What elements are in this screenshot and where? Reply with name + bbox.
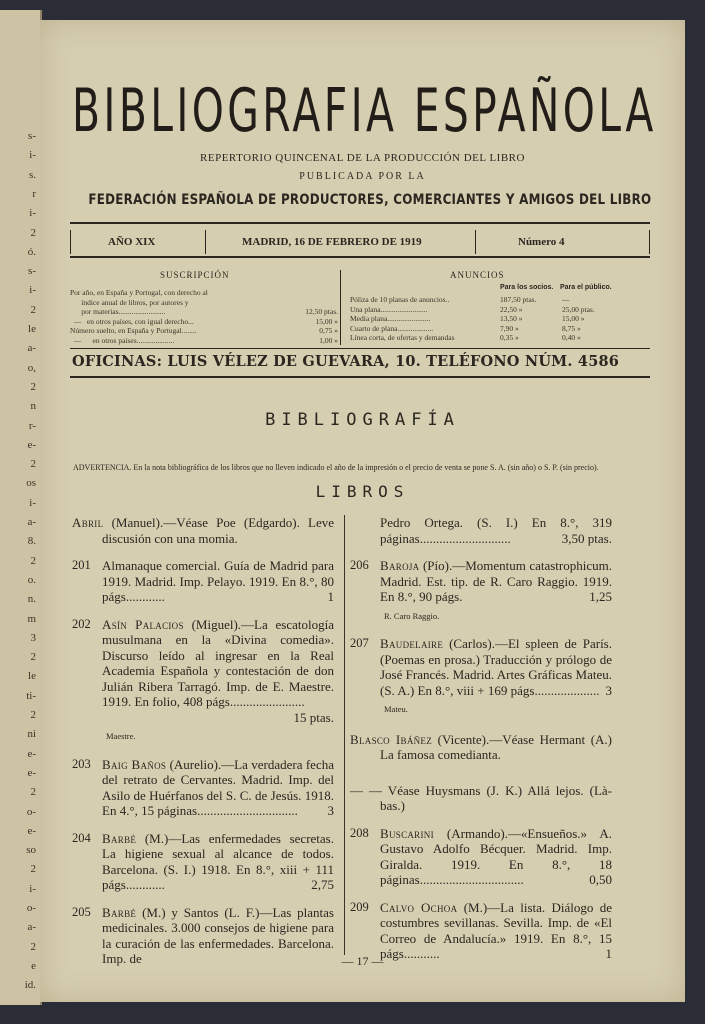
entry-price: 3: [605, 682, 612, 698]
ads-table: [350, 295, 610, 343]
ads-heading: ANUNCIOS: [450, 270, 505, 280]
entry-text: (Manuel).—Véase Poe (Edgardo). Leve discusión con una momia.: [102, 515, 334, 546]
entry-number: 208: [350, 825, 369, 840]
column-divider: [344, 515, 345, 955]
federation-name: FEDERACIÓN ESPAÑOLA DE PRODUCTORES, COMERCIANTES Y AMIGOS DEL LIBRO: [88, 192, 652, 208]
document-page: [40, 20, 685, 1002]
subscription-row: [70, 298, 338, 308]
offices-line: OFICINAS: LUIS VÉLEZ DE GUEVARA, 10. TELÉFONO NÚM. 4586: [72, 353, 620, 370]
ads-price-publico: 8,75 »: [562, 323, 581, 333]
ads-label: Cuarto de plana...................: [350, 323, 434, 333]
prev-page-fragment: 2: [30, 709, 36, 721]
ads-price-socios: 7,90 »: [500, 323, 519, 333]
bibliography-entry: [350, 636, 612, 718]
entry-number: 207: [350, 636, 369, 650]
ads-price-publico: 0,40 »: [562, 333, 581, 342]
ads-price-socios: 13,50 »: [500, 314, 523, 323]
entry-text: (M.)—La lista. Diálogo de costumbres sevillanas. Sevilla. Imp. de «El Correo de Andalucía.» 1919. En 8.°, 15 págs...........: [380, 899, 612, 961]
prev-page-fragment: n: [30, 400, 36, 413]
prev-page-fragment: le: [28, 670, 36, 683]
prev-page-fragment: a-: [27, 342, 36, 355]
entries-right-column: [350, 515, 612, 962]
entry-price: 2,75: [311, 877, 334, 892]
subscription-price: 12,50 ptas.: [305, 307, 338, 316]
prev-page-fragment: id.: [24, 979, 36, 992]
subscription-row: [70, 336, 338, 346]
prev-page-fragment: ni: [27, 728, 36, 741]
prev-page-fragment: o-: [26, 902, 36, 914]
subscription-label: — en otros países, con igual derecho...: [70, 316, 194, 326]
entry-publisher-note: Maestre.: [106, 731, 136, 741]
entry-price: 0,50: [589, 872, 612, 887]
prev-page-fragment: s-: [28, 265, 36, 278]
prev-page-fragment: i-: [29, 207, 36, 220]
ads-label: Una plana.........................: [350, 304, 428, 314]
entry-text: — — Véase Huysmans (J. K.) Allá lejos. (Là-bas.): [350, 782, 612, 813]
bibliography-entry: [72, 558, 334, 605]
prev-page-fragment: 3: [30, 631, 36, 644]
prev-page-fragment: 2: [30, 651, 36, 664]
previous-page-edge: [0, 10, 42, 1005]
entry-number: 203: [72, 756, 91, 771]
prev-page-fragment: os: [26, 477, 36, 490]
ads-price-socios: 187,50 ptas.: [500, 295, 537, 304]
entries-left-column: [72, 515, 334, 967]
prev-page-fragment: ti-: [26, 689, 36, 702]
prev-page-fragment: e-: [27, 438, 36, 451]
prev-page-fragment: m: [27, 612, 36, 625]
bibliography-entry: [350, 732, 612, 763]
journal-subtitle: REPERTORIO QUINCENAL DE LA PRODUCCIÓN DEL LIBRO: [200, 152, 525, 164]
ads-price-publico: —: [562, 295, 570, 304]
prev-page-fragment: e-: [27, 766, 36, 779]
entry-author: Calvo Ochoa: [380, 899, 458, 915]
prev-page-fragment: r-: [28, 419, 36, 432]
entry-price: 15 ptas.: [293, 709, 334, 725]
entry-text: (Carlos).—El spleen de París. (Poemas en prosa.) Traducción y prólogo de José Francés. Madrid. Artes Gráficas Mateu. (S. A.) En 8.°, viii + 169 págs....................: [380, 636, 612, 698]
subscription-row: [70, 326, 338, 336]
entry-price: 1: [327, 589, 334, 604]
entry-author: Abril: [72, 515, 104, 530]
subscription-row: [70, 317, 338, 327]
entry-text: (M.) y Santos (L. F.)—Las plantas medicinales. 3.000 consejos de higiene para la curación de las enfermedades. Barcelona. Imp. de: [102, 904, 334, 966]
entry-text: Pedro Ortega. (S. I.) En 8.°, 319 páginas............................: [380, 515, 612, 546]
subscription-price: 1,00 »: [319, 335, 338, 345]
prev-page-fragment: 2: [30, 380, 36, 393]
entry-price: 3,50 ptas.: [561, 530, 612, 546]
prev-page-fragment: 8.: [27, 535, 36, 548]
prev-page-fragment: i-: [29, 496, 36, 509]
subscription-row: [70, 307, 338, 317]
entry-text: (Armando).—«Ensueños.» A. Gustavo Adolfo Bécquer. Madrid. Imp. Giralda. 1919. En 8.°, 18 páginas................................: [380, 825, 612, 887]
subscription-price: 15,00 »: [315, 316, 338, 326]
subscription-label: Por año, en España y Portugal, con derecho al: [70, 288, 208, 297]
subscription-label: — en otros países....................: [70, 335, 175, 345]
page-number: — 17 —: [341, 954, 384, 968]
ads-row: [350, 333, 610, 343]
published-by: PUBLICADA POR LA: [299, 171, 426, 182]
rule-offices-bottom: [70, 376, 650, 378]
bibliography-entry: [72, 617, 334, 745]
subscription-row: [70, 288, 338, 298]
entry-author: Baudelaire: [380, 636, 444, 651]
bibliography-entry: [350, 515, 612, 546]
ads-col-socios: Para los socios.: [500, 284, 554, 291]
ads-label: Media plana.......................: [350, 314, 431, 323]
entry-author: Blasco Ibáñez: [350, 731, 433, 747]
entry-publisher-note: R. Caro Raggio.: [384, 610, 440, 621]
prev-page-fragment: o,: [27, 361, 36, 374]
ads-label: Línea corta, de ofertas y demandas: [350, 333, 455, 342]
bibliography-entry: [72, 831, 334, 893]
bibliography-entry: [72, 757, 334, 819]
bibliography-entry: [350, 900, 612, 962]
prev-page-fragment: 2: [30, 554, 36, 567]
entry-text: (Miguel).—La escatología musulmana en la «Divina comedia». Discurso leído al ingresar en la Real Academia Española y contestación de don Julián Ribera Tarragó. Imp. de E. Maestre. 1919. En folio, 408 págs.......................: [102, 616, 334, 709]
section-bibliografia: BIBLIOGRAFÍA: [265, 410, 460, 430]
entry-number: 202: [72, 616, 91, 631]
prev-page-fragment: le: [28, 323, 36, 335]
prev-page-fragment: e: [31, 959, 36, 972]
prev-page-fragment: s.: [28, 168, 36, 181]
prev-page-fragment: 2: [30, 458, 36, 471]
entry-text: (Vicente).—Véase Hermant (A.) La famosa comedianta.: [380, 731, 612, 762]
entry-text: (Aurelio).—La verdadera fecha del retrato de Cervantes. Madrid. Imp. del Asilo de Huérfanos del S. C. de Jesús. 1918. En 4.°, 15 páginas...............................: [102, 756, 334, 818]
prev-page-fragment: r: [32, 187, 36, 200]
subscription-label: por materias.........................: [70, 307, 166, 316]
entry-author: Baroja: [380, 558, 420, 573]
bibliography-entry: [72, 515, 334, 546]
prev-page-fragment: o-: [26, 805, 36, 818]
section-libros: LIBROS: [315, 482, 410, 501]
prev-page-fragment: a-: [27, 516, 36, 528]
entry-author: Buscarini: [380, 825, 434, 841]
subscription-price: 0,75 »: [319, 326, 338, 335]
entry-author: Baig Baños: [102, 756, 167, 772]
bibliography-entry: [350, 783, 612, 814]
ads-price-publico: 25,00 ptas.: [562, 304, 595, 314]
entry-number: 205: [72, 904, 91, 919]
entry-number: 206: [350, 558, 369, 572]
entry-text: (M.)—Las enfermedades secretas. La higiene sexual al alcance de todos. Barcelona. (S. I.) 1918. En 8.°, xiii + 111 págs............: [102, 830, 334, 892]
rule-top: [70, 222, 650, 224]
rule-offices-top: [70, 348, 650, 349]
bibliography-entry: [350, 826, 612, 888]
entry-author: Asín Palacios: [102, 616, 184, 632]
prev-page-fragment: 2: [30, 303, 36, 316]
issue-year: AÑO XIX: [108, 236, 156, 248]
prev-page-fragment: 2: [30, 786, 36, 799]
entry-number: 201: [72, 558, 91, 572]
ads-price-publico: 15,00 »: [562, 314, 585, 323]
entry-number: 204: [72, 830, 91, 845]
prev-page-fragment: a-: [27, 921, 36, 934]
subscription-label: Número suelto, en España y Portugal........: [70, 326, 197, 335]
ads-col-publico: Para el público.: [560, 284, 612, 291]
ads-row: [350, 324, 610, 334]
entry-text: (Pío).—Momentum catastrophicum. Madrid. Est. tip. de R. Caro Raggio. 1919. En 8.°, 90 págs.: [380, 558, 612, 604]
ads-row: [350, 305, 610, 315]
ads-row: [350, 314, 610, 324]
prev-page-fragment: 2: [30, 863, 36, 876]
entry-price: 1: [605, 946, 612, 961]
prev-page-fragment: 2: [30, 940, 36, 953]
entry-number: 209: [350, 899, 369, 914]
ads-row: [350, 295, 610, 305]
prev-page-fragment: i-: [29, 882, 36, 895]
prev-page-fragment: so: [26, 844, 36, 857]
entry-price: 3: [327, 803, 334, 818]
subscription-label: índice anual de libros, por autores y: [70, 297, 189, 307]
issue-info-bar: [70, 227, 650, 257]
ads-price-socios: 22,50 »: [500, 304, 523, 314]
prev-page-fragment: ó.: [27, 245, 36, 258]
subscription-heading: SUSCRIPCIÓN: [160, 270, 230, 280]
advertencia-note: [73, 463, 653, 473]
entry-text: Almanaque comercial. Guía de Madrid para 1919. Madrid. Imp. Pelayo. 1919. En 8.°, 80 págs............: [102, 558, 334, 604]
entry-price: 1,25: [589, 589, 612, 604]
prev-page-fragment: e-: [27, 747, 36, 760]
prev-page-fragment: o.: [27, 573, 36, 586]
prev-page-fragment: 2: [30, 226, 36, 239]
ads-label: Póliza de 10 planas de anuncios..: [350, 295, 450, 304]
subscription-table: [70, 288, 338, 345]
entry-author: Barbé: [102, 830, 137, 846]
entry-author: Barbé: [102, 904, 137, 920]
journal-title: BIBLIOGRAFIA ESPAÑOLA: [72, 76, 657, 146]
ads-price-socios: 0,35 »: [500, 333, 519, 342]
prev-page-fragment: e-: [27, 824, 36, 837]
advertencia-label: ADVERTENCIA.: [73, 463, 132, 472]
rule-bottom: [70, 256, 650, 258]
entry-publisher-note: Mateu.: [384, 704, 408, 714]
subscription-divider: [340, 270, 341, 345]
prev-page-fragment: i-: [29, 284, 36, 297]
bibliography-entry: [350, 558, 612, 624]
prev-page-fragment: i-: [29, 149, 36, 162]
issue-date: MADRID, 16 DE FEBRERO DE 1919: [242, 236, 422, 248]
prev-page-fragment: s-: [28, 130, 36, 142]
prev-page-fragment: n.: [27, 593, 36, 606]
advertencia-text: En la nota bibliográfica de los libros que no lleven indicado el año de la impresión o el precio de venta se pone S. A. (sin año) o S. P. (sin precio).: [131, 463, 599, 472]
issue-number: Número 4: [518, 236, 565, 248]
